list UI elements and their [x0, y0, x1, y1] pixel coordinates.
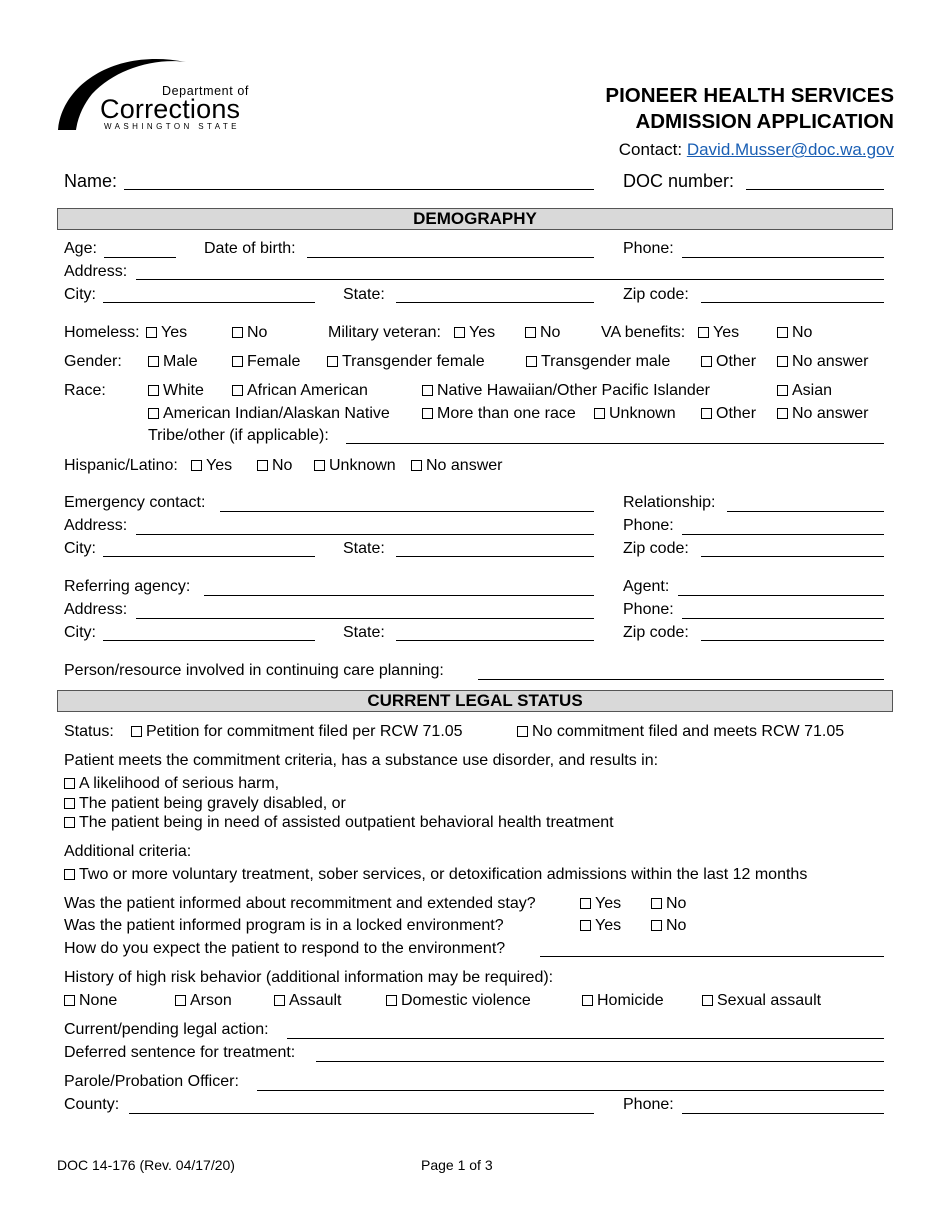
- checkbox-icon: [454, 327, 465, 338]
- checkbox-icon: [148, 356, 159, 367]
- referring-phone-field[interactable]: [682, 618, 884, 619]
- race-more-than-one-option[interactable]: More than one race: [422, 405, 576, 423]
- checkbox-icon: [314, 460, 325, 471]
- checkbox-icon: [422, 385, 433, 396]
- checkbox-icon: [131, 726, 142, 737]
- checkbox-icon: [651, 898, 662, 909]
- zip-field[interactable]: [701, 302, 884, 303]
- va-yes-option[interactable]: Yes: [698, 324, 739, 342]
- city-label: City:: [64, 286, 96, 303]
- checkbox-icon: [64, 995, 75, 1006]
- emergency-contact-field[interactable]: [220, 511, 594, 512]
- gender-no-answer-option[interactable]: No answer: [777, 353, 868, 371]
- hispanic-label: Hispanic/Latino:: [64, 457, 178, 474]
- hispanic-no-answer-option[interactable]: No answer: [411, 457, 502, 475]
- race-white-option[interactable]: White: [148, 382, 204, 400]
- city-field[interactable]: [103, 302, 315, 303]
- race-unknown-option[interactable]: Unknown: [594, 405, 676, 423]
- phone-field[interactable]: [682, 257, 884, 258]
- doc-number-label: DOC number:: [623, 171, 735, 191]
- referring-address-label: Address:: [64, 601, 128, 618]
- additional-criteria-label: Additional criteria:: [64, 843, 192, 860]
- contact-email-link[interactable]: David.Musser@doc.wa.gov: [686, 140, 894, 159]
- checkbox-icon: [64, 798, 75, 809]
- status-no-commitment-option[interactable]: No commitment filed and meets RCW 71.05: [517, 723, 844, 741]
- checkbox-icon: [148, 408, 159, 419]
- checkbox-icon: [701, 408, 712, 419]
- page-number: Page 1 of 3: [421, 1157, 493, 1173]
- demography-heading: DEMOGRAPHY: [57, 208, 893, 230]
- form-title-line1: PIONEER HEALTH SERVICES: [605, 84, 894, 107]
- military-no-option[interactable]: No: [525, 324, 560, 342]
- contact-label: Contact:: [618, 140, 683, 159]
- county-field[interactable]: [129, 1113, 594, 1114]
- checkbox-icon: [702, 995, 713, 1006]
- military-yes-option[interactable]: Yes: [454, 324, 495, 342]
- gender-female-option[interactable]: Female: [232, 353, 300, 371]
- hispanic-unknown-option[interactable]: Unknown: [314, 457, 396, 475]
- checkbox-icon: [232, 327, 243, 338]
- criteria-outpatient-option[interactable]: The patient being in need of assisted outpatient behavioral health treatment: [64, 814, 614, 832]
- dob-label: Date of birth:: [204, 240, 296, 257]
- emergency-state-label: State:: [343, 540, 385, 557]
- relationship-label: Relationship:: [623, 494, 716, 511]
- question-locked-environment: Was the patient informed program is in a locked environment?: [64, 917, 504, 934]
- homeless-label: Homeless:: [64, 324, 140, 341]
- race-label: Race:: [64, 382, 106, 399]
- checkbox-icon: [701, 356, 712, 367]
- agent-field[interactable]: [678, 595, 884, 596]
- history-domestic-violence-option[interactable]: Domestic violence: [386, 992, 531, 1010]
- referring-address-field[interactable]: [136, 618, 594, 619]
- doc-logo: [56, 54, 250, 134]
- checkbox-icon: [777, 327, 788, 338]
- checkbox-icon: [64, 778, 75, 789]
- logo-line1: Department of: [162, 84, 250, 98]
- doc-number-field[interactable]: [746, 189, 884, 190]
- checkbox-icon: [386, 995, 397, 1006]
- logo-line3: WASHINGTON STATE: [104, 122, 240, 131]
- checkbox-icon: [580, 898, 591, 909]
- checkbox-icon: [422, 408, 433, 419]
- history-label: History of high risk behavior (additional information may be required):: [64, 969, 554, 986]
- referring-state-field[interactable]: [396, 640, 594, 641]
- age-field[interactable]: [104, 257, 176, 258]
- checkbox-icon: [651, 920, 662, 931]
- criteria-intro: Patient meets the commitment criteria, has a substance use disorder, and results in:: [64, 752, 659, 769]
- checkbox-icon: [327, 356, 338, 367]
- referring-phone-label: Phone:: [623, 601, 674, 618]
- checkbox-icon: [411, 460, 422, 471]
- emergency-zip-field[interactable]: [701, 556, 884, 557]
- parole-officer-field[interactable]: [257, 1090, 884, 1091]
- race-african-american-option[interactable]: African American: [232, 382, 368, 400]
- checkbox-icon: [698, 327, 709, 338]
- checkbox-icon: [148, 385, 159, 396]
- question-respond-environment: How do you expect the patient to respond to the environment?: [64, 940, 506, 957]
- referring-agency-label: Referring agency:: [64, 578, 191, 595]
- zip-label: Zip code:: [623, 286, 689, 303]
- recommitment-no-option[interactable]: No: [651, 895, 686, 913]
- state-label: State:: [343, 286, 385, 303]
- emergency-phone-field[interactable]: [682, 534, 884, 535]
- va-no-option[interactable]: No: [777, 324, 812, 342]
- checkbox-icon: [777, 356, 788, 367]
- current-legal-action-label: Current/pending legal action:: [64, 1021, 269, 1038]
- locked-no-option[interactable]: No: [651, 917, 686, 935]
- homeless-no-option[interactable]: No: [232, 324, 267, 342]
- history-sexual-assault-option[interactable]: Sexual assault: [702, 992, 821, 1010]
- checkbox-icon: [517, 726, 528, 737]
- deferred-sentence-label: Deferred sentence for treatment:: [64, 1044, 296, 1061]
- race-american-indian-option[interactable]: American Indian/Alaskan Native: [148, 405, 390, 423]
- checkbox-icon: [777, 385, 788, 396]
- checkbox-icon: [232, 356, 243, 367]
- contact-line: [619, 140, 894, 160]
- referring-zip-label: Zip code:: [623, 624, 689, 641]
- checkbox-icon: [191, 460, 202, 471]
- history-arson-option[interactable]: Arson: [175, 992, 232, 1010]
- checkbox-icon: [274, 995, 285, 1006]
- history-homicide-option[interactable]: Homicide: [582, 992, 664, 1010]
- referring-zip-field[interactable]: [701, 640, 884, 641]
- checkbox-icon: [580, 920, 591, 931]
- emergency-city-field[interactable]: [103, 556, 315, 557]
- emergency-state-field[interactable]: [396, 556, 594, 557]
- form-title-line2: ADMISSION APPLICATION: [635, 110, 894, 133]
- criteria-gravely-disabled-option[interactable]: The patient being gravely disabled, or: [64, 795, 346, 813]
- form-id: DOC 14-176 (Rev. 04/17/20): [57, 1157, 235, 1173]
- referring-agency-field[interactable]: [204, 595, 594, 596]
- checkbox-icon: [526, 356, 537, 367]
- state-field[interactable]: [396, 302, 594, 303]
- checkbox-icon: [232, 385, 243, 396]
- address-label: Address:: [64, 263, 128, 280]
- name-field[interactable]: [124, 189, 594, 190]
- checkbox-icon: [257, 460, 268, 471]
- referring-city-field[interactable]: [103, 640, 315, 641]
- emergency-address-field[interactable]: [136, 534, 594, 535]
- emergency-contact-label: Emergency contact:: [64, 494, 206, 511]
- logo-line2: Corrections: [100, 94, 241, 124]
- continuing-care-label: Person/resource involved in continuing care planning:: [64, 662, 444, 679]
- deferred-sentence-field[interactable]: [316, 1061, 884, 1062]
- criteria-serious-harm-option[interactable]: A likelihood of serious harm,: [64, 775, 279, 793]
- homeless-yes-option[interactable]: Yes: [146, 324, 187, 342]
- va-label: VA benefits:: [601, 324, 686, 341]
- checkbox-icon: [64, 817, 75, 828]
- gender-male-option[interactable]: Male: [148, 353, 198, 371]
- referring-state-label: State:: [343, 624, 385, 641]
- race-other-option[interactable]: Other: [701, 405, 756, 423]
- emergency-address-label: Address:: [64, 517, 128, 534]
- status-label: Status:: [64, 723, 114, 740]
- recommitment-yes-option[interactable]: Yes: [580, 895, 621, 913]
- checkbox-icon: [175, 995, 186, 1006]
- checkbox-icon: [525, 327, 536, 338]
- relationship-field[interactable]: [727, 511, 884, 512]
- history-none-option[interactable]: None: [64, 992, 117, 1010]
- officer-phone-label: Phone:: [623, 1096, 674, 1113]
- name-label: Name:: [64, 171, 118, 191]
- county-label: County:: [64, 1096, 120, 1113]
- tribe-label: Tribe/other (if applicable):: [148, 427, 329, 444]
- checkbox-icon: [582, 995, 593, 1006]
- gender-transgender-female-option[interactable]: Transgender female: [327, 353, 485, 371]
- respond-environment-field[interactable]: [540, 956, 884, 957]
- address-field[interactable]: [136, 279, 884, 280]
- phone-label: Phone:: [623, 240, 674, 257]
- parole-officer-label: Parole/Probation Officer:: [64, 1073, 239, 1090]
- history-assault-option[interactable]: Assault: [274, 992, 341, 1010]
- emergency-city-label: City:: [64, 540, 96, 557]
- emergency-phone-label: Phone:: [623, 517, 674, 534]
- race-no-answer-option[interactable]: No answer: [777, 405, 868, 423]
- checkbox-icon: [777, 408, 788, 419]
- military-label: Military veteran:: [328, 324, 441, 341]
- tribe-field[interactable]: [346, 443, 884, 444]
- locked-yes-option[interactable]: Yes: [580, 917, 621, 935]
- question-recommitment: Was the patient informed about recommitment and extended stay?: [64, 895, 536, 912]
- officer-phone-field[interactable]: [682, 1113, 884, 1114]
- checkbox-icon: [146, 327, 157, 338]
- gender-other-option[interactable]: Other: [701, 353, 756, 371]
- agent-label: Agent:: [623, 578, 670, 595]
- hispanic-no-option[interactable]: No: [257, 457, 292, 475]
- additional-criteria-option[interactable]: Two or more voluntary treatment, sober services, or detoxification admissions within the last 12 months: [64, 866, 807, 884]
- emergency-zip-label: Zip code:: [623, 540, 689, 557]
- race-native-hawaiian-option[interactable]: Native Hawaiian/Other Pacific Islander: [422, 382, 710, 400]
- continuing-care-field[interactable]: [478, 679, 884, 680]
- current-legal-action-field[interactable]: [287, 1038, 884, 1039]
- legal-status-heading: CURRENT LEGAL STATUS: [57, 690, 893, 712]
- dob-field[interactable]: [307, 257, 594, 258]
- hispanic-yes-option[interactable]: Yes: [191, 457, 232, 475]
- checkbox-icon: [594, 408, 605, 419]
- age-label: Age:: [64, 240, 97, 257]
- gender-transgender-male-option[interactable]: Transgender male: [526, 353, 670, 371]
- status-petition-option[interactable]: Petition for commitment filed per RCW 71.05: [131, 723, 463, 741]
- checkbox-icon: [64, 869, 75, 880]
- race-asian-option[interactable]: Asian: [777, 382, 832, 400]
- referring-city-label: City:: [64, 624, 96, 641]
- gender-label: Gender:: [64, 353, 122, 370]
